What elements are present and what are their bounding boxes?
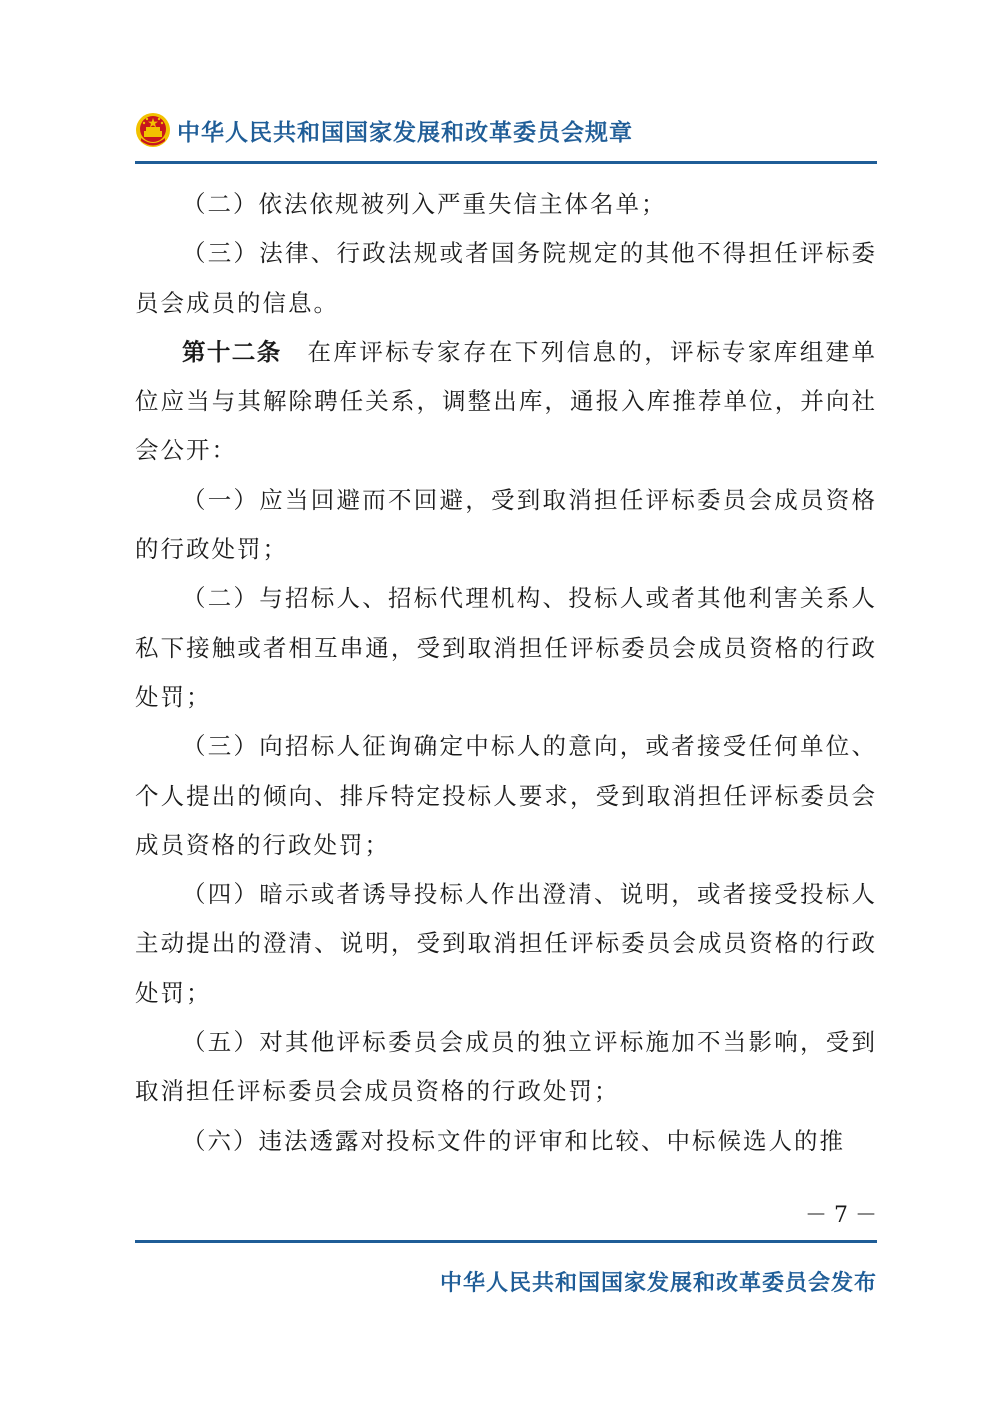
- national-emblem-icon: [135, 112, 171, 148]
- paragraph: （二）与招标人、招标代理机构、投标人或者其他利害关系人私下接触或者相互串通，受到取消担任评标委员会成员资格的行政处罚；: [135, 584, 877, 711]
- document-body: [135, 180, 877, 1166]
- page-header: [135, 108, 877, 156]
- article-paragraph: [135, 328, 877, 476]
- paragraph: （五）对其他评标委员会成员的独立评标施加不当影响，受到取消担任评标委员会成员资格的行政处罚；: [135, 1028, 877, 1106]
- footer-divider: [135, 1240, 877, 1243]
- paragraph: （二）依法依规被列入严重失信主体名单；: [182, 190, 667, 218]
- paragraph: （六）违法透露对投标文件的评审和比较、中标候选人的推: [182, 1126, 845, 1155]
- paragraph: （三）法律、行政法规或者国务院规定的其他不得担任评标委员会成员的信息。: [135, 239, 877, 317]
- paragraph: （三）向招标人征询确定中标人的意向，或者接受任何单位、个人提出的倾向、排斥特定投标人要求，受到取消担任评标委员会成员资格的行政处罚；: [135, 732, 877, 859]
- article-text: 在库评标专家存在下列信息的，评标专家库组建单位应当与其解除聘任关系，调整出库，通报入库推荐单位，并向社会公开：: [135, 337, 878, 465]
- paragraph: （四）暗示或者诱导投标人作出澄清、说明，或者接受投标人主动提出的澄清、说明，受到取消担任评标委员会成员资格的行政处罚；: [135, 880, 877, 1007]
- header-title: 中华人民共和国国家发展和改革委员会规章: [177, 120, 633, 146]
- page-number: － 7 －: [805, 1203, 877, 1228]
- header-divider: [135, 161, 877, 164]
- paragraph: （一）应当回避而不回避，受到取消担任评标委员会成员资格的行政处罚；: [135, 485, 877, 564]
- footer-title: 中华人民共和国国家发展和改革委员会发布: [439, 1271, 877, 1296]
- article-heading: 第十二条: [182, 337, 282, 366]
